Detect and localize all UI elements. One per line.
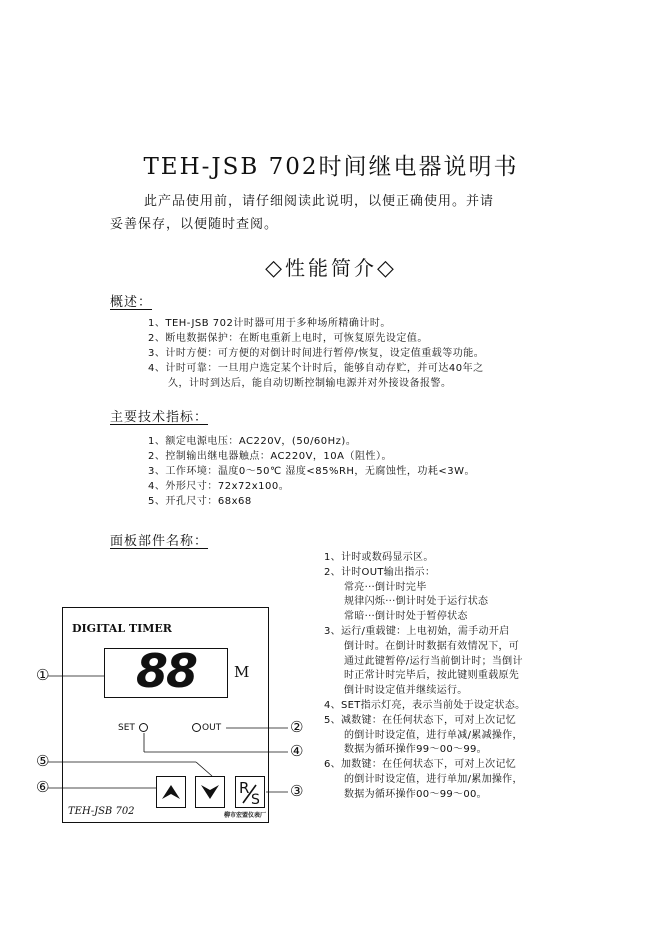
document-title: TEH-JSB 702时间继电器说明书: [143, 154, 519, 180]
list-item-continuation: 常暗···倒计时处于暂停状态: [344, 611, 468, 623]
list-item-continuation: 规律闪烁···倒计时处于运行状态: [344, 596, 489, 608]
list-item-continuation: 数据为循环操作00～99～00。: [344, 788, 487, 800]
list-item: 2、计时OUT输出指示：: [324, 566, 436, 578]
callout-3: ③: [290, 782, 304, 800]
callout-6: ⑥: [36, 778, 50, 796]
list-item: 4、计时可靠：一旦用户选定某个计时后，能够自动存贮，并可达40年之: [148, 363, 484, 374]
callout-5: ⑤: [36, 752, 50, 770]
list-item-continuation: 倒计时。在倒计时数据有效情况下，可: [344, 640, 520, 652]
list-item: 1、额定电源电压：AC220V，(50/60Hz)。: [148, 436, 357, 447]
list-item: 3、工作环境：温度0～50℃ 湿度<85%RH，无腐蚀性，功耗<3W。: [148, 466, 476, 477]
display-unit: M: [234, 663, 250, 681]
svg-text:S: S: [251, 792, 260, 805]
list-item: 3、计时方便：可方便的对倒计时间进行暂停/恢复，设定值重载等功能。: [148, 348, 485, 359]
panel-parts-heading: 面板部件名称：: [110, 534, 209, 549]
diamond-icon: ◇: [377, 256, 397, 281]
diamond-icon: ◇: [265, 256, 285, 281]
list-item: 1、TEH-JSB 702计时器可用于多种场所精确计时。: [148, 318, 391, 329]
list-item: 2、控制输出继电器触点：AC220V，10A（阻性）。: [148, 451, 393, 462]
panel-model: TEH-JSB 702: [68, 806, 135, 817]
list-item: 4、SET指示灯亮，表示当前处于设定状态。: [324, 699, 526, 711]
list-item-continuation: 数据为循环操作99～00～99。: [344, 744, 487, 756]
list-item-continuation: 通过此键暂停/运行当前倒计时；当倒计: [344, 655, 523, 667]
list-item: 5、减数键：在任何状态下，可对上次记忆: [324, 714, 517, 726]
panel-maker: 柳市宏盟仪表厂: [224, 812, 267, 819]
callout-4: ④: [290, 742, 304, 760]
specs-heading: 主要技术指标：: [110, 410, 209, 425]
list-item-continuation: 常亮···倒计时完毕: [344, 581, 427, 593]
list-item: 3、运行/重载键：上电初始，需手动开启: [324, 625, 510, 637]
list-item-continuation: 时正常计时完毕后，按此键则重载原先: [344, 670, 520, 682]
list-item: 2、断电数据保护：在断电重新上电时，可恢复原先设定值。: [148, 333, 428, 344]
set-label: SET: [118, 723, 135, 733]
intro-line: 妥善保存，以便随时查阅。: [110, 217, 279, 232]
list-item: 6、加数键：在任何状态下，可对上次记忆: [324, 759, 517, 771]
panel-brand: DIGITAL TIMER: [72, 622, 172, 635]
list-item: 5、开孔尺寸：68x68: [148, 496, 252, 507]
list-item-continuation: 的倒计时设定值，进行单加/累加操作，: [344, 773, 523, 785]
display-digits: 88: [135, 644, 196, 698]
list-item-continuation: 倒计时设定值并继续运行。: [344, 685, 468, 697]
list-item: 1、计时或数码显示区。: [324, 552, 434, 563]
overview-heading: 概述：: [110, 295, 153, 310]
out-label: OUT: [202, 723, 222, 733]
list-item: 4、外形尺寸：72x72x100。: [148, 481, 290, 492]
performance-heading: ◇性能简介◇: [265, 256, 397, 281]
list-item-continuation: 久，计时到达后，能自动切断控制输电源并对外接设备报警。: [168, 378, 452, 389]
svg-text:R: R: [239, 779, 250, 797]
intro-line: 此产品使用前，请仔细阅读此说明，以便正确使用。并请: [144, 194, 495, 209]
callout-1: ①: [36, 666, 50, 684]
list-item-continuation: 的倒计时设定值，进行单减/累减操作，: [344, 729, 523, 741]
callout-2: ②: [290, 718, 304, 736]
